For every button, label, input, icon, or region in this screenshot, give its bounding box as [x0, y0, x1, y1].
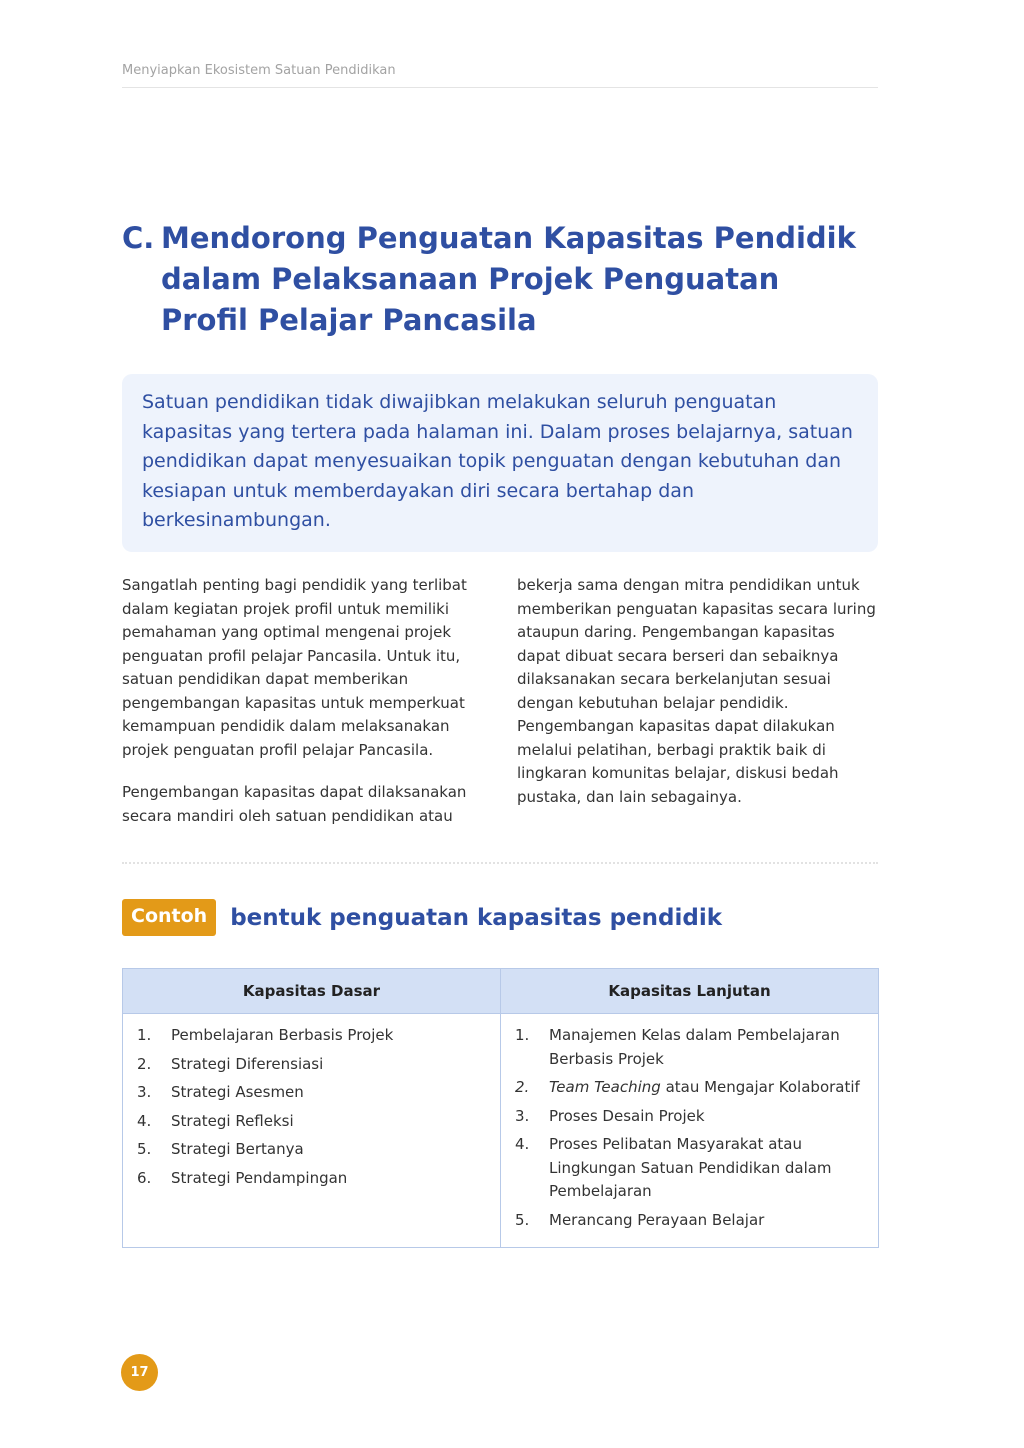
column-header-basic: Kapasitas Dasar — [123, 969, 501, 1014]
basic-capacity-list — [137, 1024, 486, 1190]
list-item-text: Strategi Pendampingan — [171, 1168, 348, 1187]
list-item-text: Proses Pelibatan Masyarakat atau Lingkungan Satuan Pendidikan dalam Pembelajaran — [549, 1135, 832, 1200]
list-item-text: Strategi Bertanya — [171, 1140, 304, 1158]
body-column-right — [517, 574, 877, 809]
section-letter: C. — [122, 221, 155, 255]
list-item-text: Strategi Asesmen — [171, 1083, 304, 1101]
list-item-number: 1. — [137, 1026, 152, 1044]
column-header-advanced: Kapasitas Lanjutan — [501, 969, 879, 1014]
body-paragraph: Sangatlah penting bagi pendidik yang terlibat dalam kegiatan projek profil untuk memiliki pemahaman yang optimal mengenai projek penguatan profil pelajar Pancasila. Untuk itu, satuan pendidikan dapat memberikan pengembangan kapasitas untuk memperkuat kemampuan pendidik dalam melaksanakan projek penguatan profil pelajar Pancasila. — [122, 576, 467, 759]
list-item-number: 6. — [137, 1168, 152, 1187]
body-paragraph: Pengembangan kapasitas dapat dilaksanakan secara mandiri oleh satuan pendidikan atau — [122, 783, 467, 825]
list-item-text: Merancang Perayaan Belajar — [549, 1210, 765, 1229]
list-item-text: Pembelajaran Berbasis Projek — [171, 1026, 394, 1044]
body-column-left — [122, 574, 474, 828]
running-header: Menyiapkan Ekosistem Satuan Pendidikan — [122, 63, 878, 88]
list-item — [515, 1024, 864, 1071]
advanced-capacity-list — [515, 1024, 864, 1232]
section-divider — [122, 862, 878, 864]
basic-capacity-cell — [123, 1014, 501, 1248]
list-item — [515, 1133, 864, 1204]
table-header-row — [123, 969, 879, 1014]
list-item — [137, 1053, 486, 1077]
capacity-table — [122, 968, 879, 1248]
list-item-italic-term: Team Teaching — [549, 1078, 661, 1096]
list-item-text — [549, 1076, 864, 1100]
body-paragraph: bekerja sama dengan mitra pendidikan untuk memberikan penguatan kapasitas secara luring ataupun daring. Pengembangan kapasitas dapat dibuat secara berseri dan sebaiknya dilaksanakan secara berkelanjutan sesuai dengan kebutuhan belajar pendidik. Pengembangan kapasitas dapat dilakukan melalui pelatihan, berbagi praktik baik di lingkaran komunitas belajar, diskusi bedah pustaka, dan lain sebagainya. — [517, 576, 876, 806]
list-item — [515, 1076, 864, 1100]
list-item-rest: atau Mengajar Kolaboratif — [660, 1078, 860, 1096]
section-title: Mendorong Penguatan Kapasitas Pendidik dalam Pelaksanaan Projek Penguatan Profil Pelajar Pancasila — [161, 221, 856, 337]
list-item-number: 4. — [137, 1111, 152, 1130]
list-item — [515, 1105, 864, 1129]
example-heading — [122, 899, 878, 936]
list-item-text: Strategi Refleksi — [171, 1111, 294, 1130]
list-item-number: 3. — [137, 1083, 152, 1101]
advanced-capacity-cell — [501, 1014, 879, 1248]
info-callout: Satuan pendidikan tidak diwajibkan melakukan seluruh penguatan kapasitas yang tertera pada halaman ini. Dalam proses belajarnya, satuan pendidikan dapat menyesuaikan topik penguatan dengan kebutuhan dan kesiapan untuk memberdayakan diri secara bertahap dan berkesinambungan. — [122, 374, 878, 552]
list-item-number: 5. — [515, 1210, 530, 1229]
list-item-number: 4. — [515, 1135, 530, 1153]
section-heading — [122, 218, 862, 341]
list-item-number: 5. — [137, 1140, 152, 1158]
list-item-number: 2. — [515, 1078, 530, 1096]
list-item — [137, 1110, 486, 1134]
list-item-text: Proses Desain Projek — [549, 1106, 705, 1125]
list-item-text: Manajemen Kelas dalam Pembelajaran Berbasis Projek — [549, 1026, 840, 1068]
example-badge: Contoh — [122, 899, 216, 936]
list-item-text: Strategi Diferensiasi — [171, 1054, 324, 1073]
list-item — [137, 1138, 486, 1162]
list-item — [137, 1081, 486, 1105]
table-row — [123, 1014, 879, 1248]
list-item — [515, 1209, 864, 1233]
list-item-number: 3. — [515, 1106, 530, 1125]
list-item-number: 2. — [137, 1054, 152, 1073]
page-number-badge: 17 — [121, 1354, 158, 1391]
list-item — [137, 1167, 486, 1191]
list-item-number: 1. — [515, 1026, 530, 1044]
list-item — [137, 1024, 486, 1048]
example-title: bentuk penguatan kapasitas pendidik — [230, 904, 723, 931]
